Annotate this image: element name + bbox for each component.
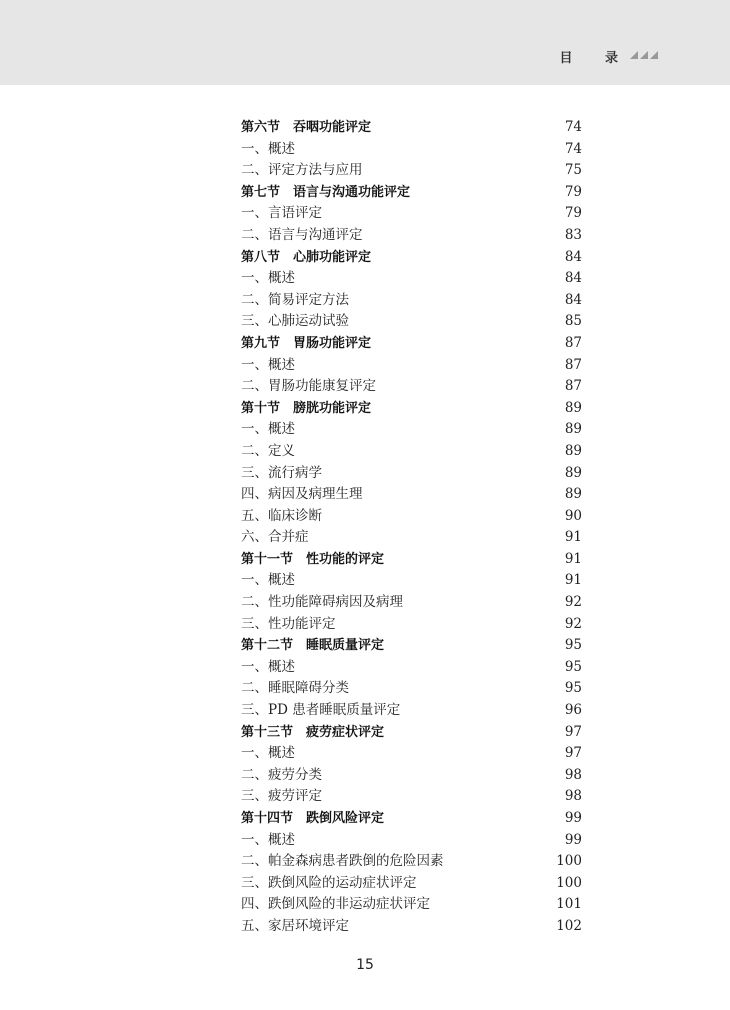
- toc-item-row: [241, 657, 582, 679]
- header-triangles-decoration: [630, 51, 658, 59]
- toc-section-title: 第九节 胃肠功能评定: [241, 335, 372, 351]
- toc-page-number: 91: [564, 529, 582, 546]
- toc-item-row: [241, 916, 582, 938]
- toc-item-row: [241, 570, 582, 592]
- toc-section-row: [241, 549, 582, 571]
- toc-page-number: 79: [564, 183, 582, 200]
- toc-item-title: 二、帕金森病患者跌倒的危险因素: [241, 853, 444, 870]
- toc-item-row: [241, 225, 582, 247]
- toc-item-title: 三、PD 患者睡眠质量评定: [241, 702, 401, 719]
- toc-item-title: 二、胃肠功能康复评定: [241, 378, 376, 395]
- toc-item-title: 三、流行病学: [241, 464, 322, 481]
- toc-page-number: 98: [564, 766, 582, 783]
- toc-page-number: 89: [564, 421, 582, 438]
- toc-item-row: [241, 765, 582, 787]
- toc-item-row: [241, 830, 582, 852]
- toc-item-title: 五、家居环境评定: [241, 917, 349, 934]
- toc-item-title: 一、概述: [241, 140, 295, 157]
- toc-item-row: [241, 592, 582, 614]
- toc-item-row: [241, 894, 582, 916]
- toc-item-title: 二、语言与沟通评定: [241, 226, 363, 243]
- toc-item-title: 一、概述: [241, 270, 295, 287]
- toc-page-number: 100: [556, 853, 582, 870]
- toc-page-number: 95: [564, 637, 582, 654]
- toc-page-number: 87: [564, 356, 582, 373]
- toc-item-title: 三、心肺运动试验: [241, 313, 349, 330]
- toc-item-title: 一、概述: [241, 745, 295, 762]
- toc-item-row: [241, 290, 582, 312]
- toc-item-row: [241, 311, 582, 333]
- toc-page-number: 75: [564, 162, 582, 179]
- toc-section-row: [241, 182, 582, 204]
- toc-item-title: 一、概述: [241, 572, 295, 589]
- header-title: 目 录: [559, 51, 632, 66]
- triangle-icon: [650, 51, 658, 59]
- toc-item-row: [241, 484, 582, 506]
- toc-page-number: 95: [564, 658, 582, 675]
- toc-page-number: 83: [564, 226, 582, 243]
- toc-item-row: [241, 743, 582, 765]
- toc-item-row: [241, 441, 582, 463]
- toc-page-number: 84: [564, 270, 582, 287]
- toc-page-number: 87: [564, 334, 582, 351]
- toc-item-row: [241, 160, 582, 182]
- toc-page-number: 91: [564, 550, 582, 567]
- toc-section-title: 第八节 心肺功能评定: [241, 249, 372, 265]
- toc-item-title: 四、病因及病理生理: [241, 486, 363, 503]
- toc-item-title: 二、定义: [241, 442, 295, 459]
- toc-item-title: 一、概述: [241, 421, 295, 438]
- toc-page-number: 74: [564, 140, 582, 157]
- toc-item-row: [241, 786, 582, 808]
- toc-page-number: 84: [564, 291, 582, 308]
- toc-item-title: 三、跌倒风险的运动症状评定: [241, 874, 417, 891]
- triangle-icon: [630, 51, 638, 59]
- toc-item-title: 三、性功能评定: [241, 615, 336, 632]
- toc-section-title: 第十一节 性功能的评定: [241, 551, 385, 567]
- toc-section-row: [241, 635, 582, 657]
- toc-page-number: 89: [564, 486, 582, 503]
- toc-section-title: 第十节 膀胱功能评定: [241, 400, 372, 416]
- toc-section-row: [241, 722, 582, 744]
- toc-item-row: [241, 506, 582, 528]
- toc-page-number: 74: [564, 119, 582, 135]
- toc-item-title: 一、概述: [241, 831, 295, 848]
- toc-page-number: 95: [564, 680, 582, 697]
- toc-section-title: 第十四节 跌倒风险评定: [241, 811, 385, 826]
- toc-page-number: 84: [564, 248, 582, 265]
- toc-section-row: [241, 117, 582, 139]
- toc-item-title: 五、临床诊断: [241, 507, 322, 524]
- toc-page-number: 92: [564, 615, 582, 632]
- page-number: 15: [356, 957, 374, 973]
- toc-item-row: [241, 419, 582, 441]
- toc-item-row: [241, 355, 582, 377]
- toc-item-title: 三、疲劳评定: [241, 788, 322, 805]
- toc-page-number: 99: [564, 810, 582, 826]
- toc-section-title: 第七节 语言与沟通功能评定: [241, 184, 411, 200]
- toc-page-number: 97: [564, 723, 582, 740]
- table-of-contents: [241, 117, 582, 938]
- toc-item-title: 二、疲劳分类: [241, 766, 322, 783]
- toc-item-title: 二、简易评定方法: [241, 291, 349, 308]
- toc-item-row: [241, 527, 582, 549]
- toc-section-title: 第十二节 睡眠质量评定: [241, 638, 385, 654]
- toc-item-row: [241, 463, 582, 485]
- toc-item-row: [241, 851, 582, 873]
- toc-page-number: 87: [564, 378, 582, 395]
- toc-page-number: 79: [564, 205, 582, 222]
- toc-item-title: 六、合并症: [241, 529, 309, 546]
- toc-item-row: [241, 268, 582, 290]
- toc-page-number: 92: [564, 594, 582, 611]
- toc-item-row: [241, 139, 582, 161]
- toc-section-title: 第十三节 疲劳症状评定: [241, 724, 385, 740]
- toc-item-row: [241, 376, 582, 398]
- toc-page-number: 85: [564, 313, 582, 330]
- page-header: [0, 0, 730, 85]
- toc-page-number: 96: [564, 702, 582, 719]
- toc-page-number: 98: [564, 788, 582, 805]
- toc-page-number: 100: [556, 874, 582, 891]
- toc-item-row: [241, 700, 582, 722]
- toc-page-number: 101: [556, 896, 582, 913]
- toc-page-number: 89: [564, 399, 582, 416]
- toc-page-number: 97: [564, 745, 582, 762]
- toc-item-title: 二、评定方法与应用: [241, 162, 363, 179]
- toc-item-title: 二、性功能障碍病因及病理: [241, 594, 403, 611]
- toc-section-row: [241, 247, 582, 269]
- toc-page-number: 91: [564, 572, 582, 589]
- toc-section-row: [241, 333, 582, 355]
- toc-page-number: 89: [564, 442, 582, 459]
- toc-page-number: 99: [564, 831, 582, 848]
- toc-item-title: 二、睡眠障碍分类: [241, 680, 349, 697]
- toc-page-number: 90: [564, 507, 582, 524]
- toc-item-title: 四、跌倒风险的非运动症状评定: [241, 896, 430, 913]
- toc-section-title: 第六节 吞咽功能评定: [241, 120, 372, 135]
- toc-item-title: 一、言语评定: [241, 205, 322, 222]
- toc-item-row: [241, 873, 582, 895]
- toc-item-row: [241, 678, 582, 700]
- toc-item-title: 一、概述: [241, 658, 295, 675]
- triangle-icon: [640, 51, 648, 59]
- toc-item-row: [241, 203, 582, 225]
- toc-item-row: [241, 614, 582, 636]
- toc-item-title: 一、概述: [241, 356, 295, 373]
- toc-section-row: [241, 808, 582, 830]
- toc-section-row: [241, 398, 582, 420]
- toc-page-number: 89: [564, 464, 582, 481]
- toc-page-number: 102: [556, 917, 582, 934]
